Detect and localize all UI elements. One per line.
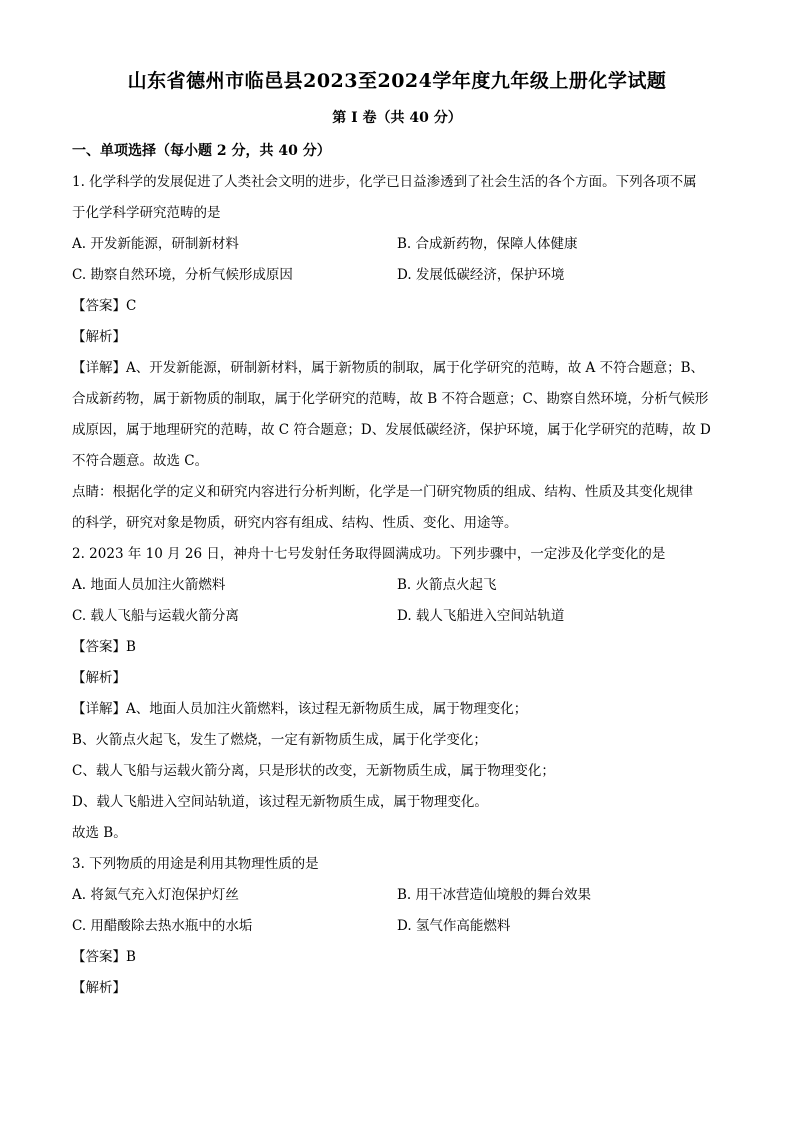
question-1-option-c: C. 勘察自然环境，分析气候形成原因 <box>72 267 293 283</box>
page-title: 山东省德州市临邑县2023至2024学年度九年级上册化学试题 <box>127 70 667 92</box>
question-2-option-c: C. 载人飞船与运载火箭分离 <box>72 608 239 624</box>
question-3-option-b: B. 用干冰营造仙境般的舞台效果 <box>397 887 592 903</box>
question-1-detail-line-3: 成原因，属于地理研究的范畴，故 C 符合题意；D、发展低碳经济，保护环境，属于化学研究的范畴，故 D <box>72 422 711 438</box>
question-2-analysis-label: 【解析】 <box>72 670 126 686</box>
document-body <box>72 136 732 1004</box>
question-2-conclusion: 故选 B。 <box>72 825 127 841</box>
question-1-analysis-label: 【解析】 <box>72 329 126 345</box>
question-3-option-c: C. 用醋酸除去热水瓶中的水垢 <box>72 918 253 934</box>
question-3-options-row-1 <box>72 880 732 911</box>
question-3-stem: 3. 下列物质的用途是利用其物理性质的是 <box>72 856 319 872</box>
question-2-detail-line-1: 【详解】A、地面人员加注火箭燃料，该过程无新物质生成，属于物理变化； <box>72 701 528 717</box>
question-1-option-d: D. 发展低碳经济，保护环境 <box>397 267 565 283</box>
question-2-detail-line-2: B、火箭点火起飞，发生了燃烧，一定有新物质生成，属于化学变化； <box>72 732 487 748</box>
section-heading: 一、单项选择（每小题 2 分，共 40 分） <box>72 143 331 159</box>
question-1-options-row-1 <box>72 229 732 260</box>
question-1-detail-line-1: 【详解】A、开发新能源，研制新材料，属于新物质的制取，属于化学研究的范畴，故 A 不符合题意；B、 <box>72 360 705 376</box>
question-2 <box>72 539 732 849</box>
question-3 <box>72 849 732 1004</box>
question-2-detail-line-4: D、载人飞船进入空间站轨道，该过程无新物质生成，属于物理变化。 <box>72 794 488 810</box>
question-1-note-line-2: 的科学，研究对象是物质，研究内容有组成、结构、性质、变化、用途等。 <box>72 515 518 531</box>
question-3-analysis-label: 【解析】 <box>72 980 126 996</box>
question-3-answer: 【答案】B <box>72 949 136 965</box>
question-2-options-row-2 <box>72 601 732 632</box>
question-1 <box>72 167 732 539</box>
question-1-note-line-1: 点睛：根据化学的定义和研究内容进行分析判断，化学是一门研究物质的组成、结构、性质及其变化规律 <box>72 484 693 500</box>
question-1-option-b: B. 合成新药物，保障人体健康 <box>397 236 578 252</box>
question-1-options-row-2 <box>72 260 732 291</box>
question-3-option-a: A. 将氮气充入灯泡保护灯丝 <box>72 887 239 903</box>
question-2-stem: 2. 2023 年 10 月 26 日，神舟十七号发射任务取得圆满成功。下列步骤中，一定涉及化学变化的是 <box>72 546 666 562</box>
question-1-stem-line-1: 1. 化学科学的发展促进了人类社会文明的进步，化学已日益渗透到了社会生活的各个方面。下列各项不属 <box>72 174 697 190</box>
question-1-detail-line-2: 合成新药物，属于新物质的制取，属于化学研究的范畴，故 B 不符合题意；C、勘察自然环境，分析气候形 <box>72 391 709 407</box>
question-2-detail-line-3: C、载人飞船与运载火箭分离，只是形状的改变，无新物质生成，属于物理变化； <box>72 763 555 779</box>
question-1-option-a: A. 开发新能源，研制新材料 <box>72 236 239 252</box>
question-1-detail-line-4: 不符合题意。故选 C。 <box>72 453 209 469</box>
question-3-option-d: D. 氢气作高能燃料 <box>397 918 511 934</box>
question-2-options-row-1 <box>72 570 732 601</box>
question-1-stem-line-2: 于化学科学研究范畴的是 <box>72 205 221 221</box>
question-2-option-a: A. 地面人员加注火箭燃料 <box>72 577 226 593</box>
question-2-option-d: D. 载人飞船进入空间站轨道 <box>397 608 565 624</box>
question-2-answer: 【答案】B <box>72 639 136 655</box>
question-2-option-b: B. 火箭点火起飞 <box>397 577 497 593</box>
question-1-answer: 【答案】C <box>72 298 137 314</box>
page-subtitle: 第 I 卷（共 40 分） <box>332 110 462 126</box>
question-3-options-row-2 <box>72 911 732 942</box>
